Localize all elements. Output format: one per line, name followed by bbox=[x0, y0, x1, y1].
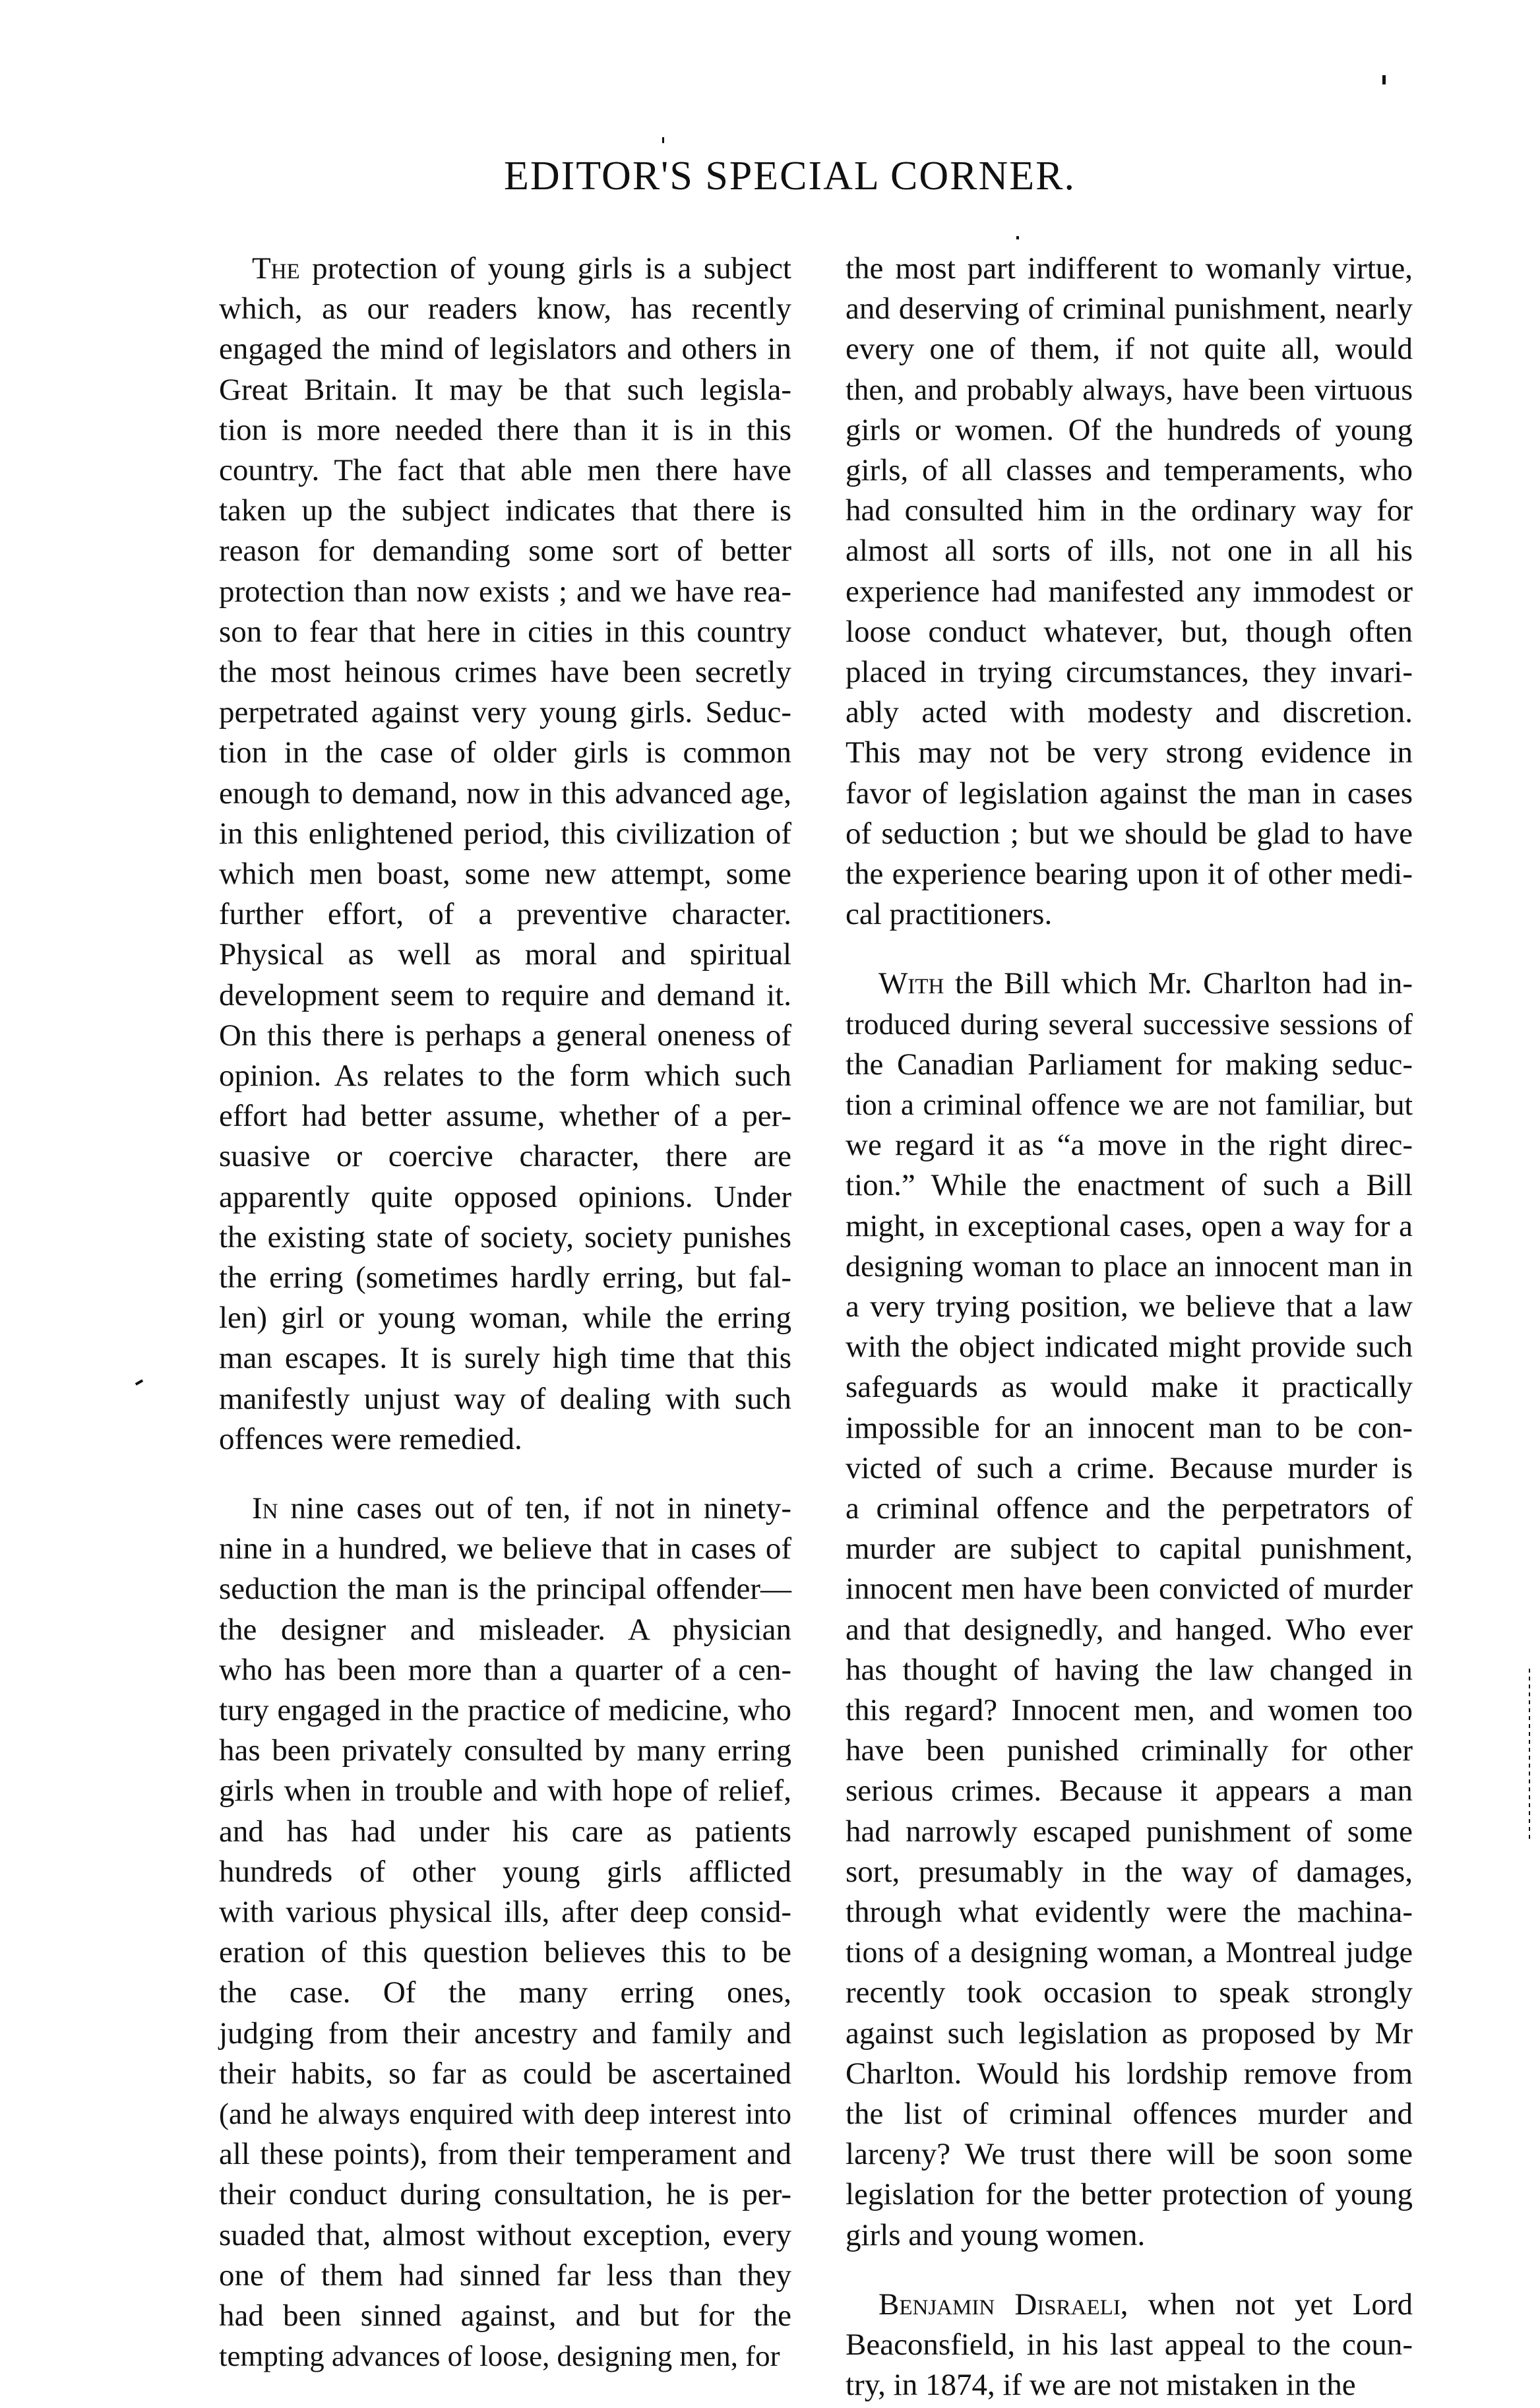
text-line bbox=[846, 1607, 1413, 1653]
line-text: larceny? We trust there will be soon some bbox=[846, 2137, 1413, 2172]
line-text: one of them had sinned far less than they bbox=[219, 2258, 791, 2293]
line-text: the experience bearing upon it of other medi- bbox=[846, 857, 1413, 891]
line-text: len) girl or young woman, while the erring bbox=[219, 1301, 791, 1336]
text-line bbox=[846, 1001, 1413, 1047]
text-line bbox=[846, 367, 1413, 413]
text-line bbox=[846, 2281, 1413, 2328]
text-line bbox=[219, 2333, 791, 2379]
text-line bbox=[846, 770, 1413, 817]
paragraph-lead: In bbox=[252, 1491, 278, 1526]
line-text: engaged the mind of legislators and others in bbox=[219, 332, 791, 367]
line-text: enough to demand, now in this advanced age, bbox=[219, 776, 791, 811]
text-line bbox=[846, 1364, 1413, 1410]
line-text: and that designedly, and hanged. Who ever bbox=[846, 1612, 1413, 1647]
line-text: Great Britain. It may be that such legisla- bbox=[219, 372, 791, 407]
line-text: girls or women. Of the hundreds of young bbox=[846, 412, 1413, 447]
line-text: designing woman to place an innocent man in bbox=[846, 1249, 1413, 1283]
line-text: the case. Of the many erring ones, bbox=[219, 1975, 791, 2010]
text-line bbox=[846, 891, 1413, 937]
line-text: which men boast, some new attempt, some bbox=[219, 857, 791, 891]
line-text: had been sinned against, and but for the bbox=[219, 2299, 791, 2333]
text-line bbox=[219, 1647, 791, 1693]
text-line bbox=[219, 569, 791, 615]
text-line bbox=[219, 2212, 791, 2258]
line-text: opinion. As relates to the form which such bbox=[219, 1059, 791, 1093]
text-line bbox=[219, 2131, 791, 2177]
text-line bbox=[846, 1929, 1413, 1975]
line-text: placed in trying circumstances, they invari- bbox=[846, 655, 1413, 689]
line-text: reason for demanding some sort of better bbox=[219, 534, 791, 569]
text-line bbox=[219, 326, 791, 372]
line-text: seduction the man is the principal offender— bbox=[219, 1572, 791, 1607]
paragraph-lead: Benjamin Disraeli, bbox=[878, 2287, 1128, 2322]
line-text: the erring (sometimes hardly erring, but fal- bbox=[219, 1260, 791, 1295]
text-line bbox=[846, 2171, 1413, 2217]
line-text: have been punished criminally for other bbox=[846, 1733, 1413, 1768]
text-line bbox=[846, 811, 1413, 857]
text-line bbox=[219, 1889, 791, 1935]
line-text: protection of young girls is a subject bbox=[299, 251, 791, 286]
line-text: girls when in trouble and with hope of relief, bbox=[219, 1774, 791, 1808]
line-text: has been privately consulted by many erring bbox=[219, 1733, 791, 1768]
text-line bbox=[219, 1254, 791, 1301]
line-text: has thought of having the law changed in bbox=[846, 1652, 1413, 1687]
line-text: then, and probably always, have been virtuous bbox=[846, 373, 1413, 406]
text-line bbox=[846, 1445, 1413, 1491]
text-line bbox=[219, 286, 791, 332]
text-line bbox=[846, 2131, 1413, 2177]
line-text: the most heinous crimes have been secretly bbox=[219, 655, 791, 689]
line-text: tion is more needed there than it is in this bbox=[219, 412, 791, 447]
line-text: with the object indicated might provide such bbox=[846, 1330, 1413, 1365]
text-line bbox=[846, 2091, 1413, 2137]
line-text: further effort, of a preventive character. bbox=[219, 897, 791, 932]
text-line bbox=[846, 1969, 1413, 2016]
text-line bbox=[846, 1082, 1413, 1128]
line-text: perpetrated against very young girls. Seduc- bbox=[219, 695, 791, 730]
page-title: EDITOR'S SPECIAL CORNER. bbox=[504, 154, 1076, 199]
line-text: this regard? Innocent men, and women too bbox=[846, 1693, 1413, 1727]
text-line bbox=[219, 1174, 791, 1220]
line-text: a very trying position, we believe that a law bbox=[846, 1289, 1413, 1324]
text-line bbox=[846, 447, 1413, 493]
text-line bbox=[219, 1335, 791, 1381]
line-text: effort had better assume, whether of a per- bbox=[219, 1099, 791, 1134]
text-line bbox=[219, 1607, 791, 1653]
text-line bbox=[219, 487, 791, 534]
line-text: victed of such a crime. Because murder is bbox=[846, 1450, 1413, 1485]
line-text: development seem to require and demand it. bbox=[219, 977, 791, 1012]
text-line bbox=[219, 770, 791, 817]
text-line bbox=[219, 2252, 791, 2299]
line-text: against such legislation as proposed by Mr bbox=[846, 2016, 1413, 2051]
line-text: the list of criminal offences murder and bbox=[846, 2097, 1413, 2131]
line-text: girls and young women. bbox=[846, 2217, 1146, 2252]
text-line bbox=[219, 1727, 791, 1774]
text-line bbox=[219, 1133, 791, 1179]
line-text: through what evidently were the machina- bbox=[846, 1895, 1413, 1929]
text-line bbox=[219, 811, 791, 857]
text-line bbox=[219, 1416, 791, 1462]
text-line bbox=[846, 2362, 1413, 2408]
text-line bbox=[219, 2091, 791, 2137]
text-line bbox=[846, 569, 1413, 615]
text-line bbox=[846, 2010, 1413, 2056]
line-text: had narrowly escaped punishment of some bbox=[846, 1814, 1413, 1849]
line-text: favor of legislation against the man in cases bbox=[846, 776, 1413, 811]
text-line bbox=[219, 1687, 791, 1733]
line-text: suaded that, almost without exception, every bbox=[219, 2217, 791, 2252]
text-line bbox=[219, 1566, 791, 1612]
line-text: the Canadian Parliament for making seduc- bbox=[846, 1047, 1413, 1082]
line-text: which, as our readers know, has recently bbox=[219, 292, 791, 326]
line-text: who has been more than a quarter of a cen- bbox=[219, 1652, 791, 1687]
line-text: the Bill which Mr. Charlton had in- bbox=[944, 966, 1413, 1001]
line-text: eration of this question believes this to be bbox=[219, 1935, 791, 1970]
text-line bbox=[846, 286, 1413, 332]
line-text: tury engaged in the practice of medicine, who bbox=[219, 1693, 791, 1727]
print-speck bbox=[662, 137, 664, 143]
paragraph-lead: The bbox=[252, 251, 300, 286]
text-line bbox=[846, 1203, 1413, 1249]
line-text: suasive or coercive character, there are bbox=[219, 1139, 791, 1174]
line-text: tion in the case of older girls is common bbox=[219, 735, 791, 770]
text-line bbox=[219, 2010, 791, 2056]
line-text: Beaconsfield, in his last appeal to the coun- bbox=[846, 2328, 1413, 2362]
text-line bbox=[219, 931, 791, 977]
text-line bbox=[219, 447, 791, 493]
text-line bbox=[219, 1526, 791, 1572]
print-speck bbox=[135, 1379, 143, 1385]
text-line bbox=[846, 960, 1413, 1006]
line-text: nine cases out of ten, if not in ninety- bbox=[278, 1491, 791, 1526]
text-line bbox=[846, 1485, 1413, 1531]
line-text: (and he always enquired with deep interest into bbox=[219, 2097, 791, 2130]
text-line bbox=[219, 2293, 791, 2339]
text-line bbox=[846, 1566, 1413, 1612]
text-line bbox=[846, 1405, 1413, 1451]
line-text: sort, presumably in the way of damages, bbox=[846, 1854, 1413, 1889]
text-line bbox=[846, 1526, 1413, 1572]
text-line bbox=[219, 407, 791, 453]
text-line bbox=[219, 1849, 791, 1895]
print-speck bbox=[1382, 75, 1386, 84]
paragraph-lead: With bbox=[878, 966, 944, 1001]
text-line bbox=[219, 729, 791, 776]
line-text: Charlton. Would his lordship remove from bbox=[846, 2056, 1413, 2091]
text-line bbox=[846, 729, 1413, 776]
line-text: the existing state of society, society punishes bbox=[219, 1219, 791, 1254]
text-line bbox=[846, 1687, 1413, 1733]
line-text: recently took occasion to speak strongly bbox=[846, 1975, 1413, 2010]
line-text: tions of a designing woman, a Montreal judge bbox=[846, 1935, 1413, 1969]
text-line bbox=[846, 689, 1413, 735]
line-text: country. The fact that able men there have bbox=[219, 453, 791, 487]
line-text: cal practitioners. bbox=[846, 897, 1053, 932]
line-text: son to fear that here in cities in this country bbox=[219, 614, 791, 649]
text-line bbox=[846, 1849, 1413, 1895]
line-text: safeguards as would make it practically bbox=[846, 1370, 1413, 1405]
line-text: and has had under his care as patients bbox=[219, 1814, 791, 1849]
line-text: apparently quite opposed opinions. Under bbox=[219, 1179, 791, 1214]
line-text: every one of them, if not quite all, would bbox=[846, 332, 1413, 367]
text-line bbox=[219, 245, 791, 292]
text-line bbox=[846, 487, 1413, 534]
line-text: manifestly unjust way of dealing with such bbox=[219, 1381, 791, 1416]
text-line bbox=[219, 1053, 791, 1099]
text-line bbox=[219, 689, 791, 735]
line-text: might, in exceptional cases, open a way for a bbox=[846, 1208, 1413, 1243]
text-line bbox=[846, 407, 1413, 453]
line-text: On this there is perhaps a general oneness of bbox=[219, 1018, 791, 1053]
line-text: of seduction ; but we should be glad to have bbox=[846, 816, 1413, 851]
text-line bbox=[219, 1768, 791, 1814]
text-line bbox=[846, 1122, 1413, 1168]
text-line bbox=[219, 1969, 791, 2016]
text-line bbox=[219, 1929, 791, 1975]
line-text: This may not be very strong evidence in bbox=[846, 735, 1413, 770]
text-line bbox=[219, 2171, 791, 2217]
text-line bbox=[846, 1162, 1413, 1208]
line-text: man escapes. It is surely high time that this bbox=[219, 1341, 791, 1376]
line-text: tion a criminal offence we are not familiar, but bbox=[846, 1088, 1413, 1121]
text-line bbox=[846, 1808, 1413, 1855]
text-line bbox=[219, 1214, 791, 1260]
text-line bbox=[219, 1295, 791, 1341]
line-text: the most part indifferent to womanly virtue, bbox=[846, 251, 1413, 286]
text-line bbox=[846, 1889, 1413, 1935]
text-line bbox=[846, 1283, 1413, 1330]
text-line bbox=[219, 2051, 791, 2097]
line-text: legislation for the better protection of young bbox=[846, 2177, 1413, 2212]
text-line bbox=[846, 649, 1413, 695]
line-text: judging from their ancestry and family and bbox=[219, 2016, 791, 2051]
line-text: taken up the subject indicates that there is bbox=[219, 493, 791, 528]
line-text: hundreds of other young girls afflicted bbox=[219, 1854, 791, 1889]
line-text: we regard it as “a move in the right direc- bbox=[846, 1128, 1413, 1163]
line-text: impossible for an innocent man to be con- bbox=[846, 1410, 1413, 1445]
text-line bbox=[846, 245, 1413, 292]
text-line bbox=[219, 891, 791, 937]
line-text: when not yet Lord bbox=[1128, 2287, 1413, 2322]
text-line bbox=[846, 2212, 1413, 2258]
line-text: loose conduct whatever, but, though often bbox=[846, 614, 1413, 649]
text-line bbox=[219, 1808, 791, 1855]
line-text: murder are subject to capital punishment, bbox=[846, 1531, 1413, 1566]
text-line bbox=[219, 367, 791, 413]
line-text: experience had manifested any immodest or bbox=[846, 574, 1413, 609]
line-text: their conduct during consultation, he is per- bbox=[219, 2177, 791, 2212]
line-text: innocent men have been convicted of murder bbox=[846, 1572, 1413, 1607]
line-text: their habits, so far as could be ascertained bbox=[219, 2056, 791, 2091]
text-line bbox=[846, 1243, 1413, 1289]
line-text: nine in a hundred, we believe that in cases of bbox=[219, 1531, 791, 1566]
line-text: ably acted with modesty and discretion. bbox=[846, 695, 1413, 730]
line-text: serious crimes. Because it appears a man bbox=[846, 1774, 1413, 1808]
line-text: troduced during several successive sessions of bbox=[846, 1006, 1413, 1041]
text-line bbox=[219, 1376, 791, 1422]
text-line bbox=[846, 1647, 1413, 1693]
line-text: protection than now exists ; and we have rea- bbox=[219, 574, 791, 609]
line-text: offences were remedied. bbox=[219, 1421, 522, 1456]
text-line bbox=[219, 1012, 791, 1059]
line-text: tempting advances of loose, designing men, for bbox=[219, 2339, 780, 2373]
line-text: all these points), from their temperament and bbox=[219, 2137, 791, 2172]
line-text: girls, of all classes and temperaments, who bbox=[846, 453, 1413, 487]
line-text: and deserving of criminal punishment, nearly bbox=[846, 292, 1413, 326]
text-line bbox=[846, 609, 1413, 655]
text-line bbox=[846, 1768, 1413, 1814]
line-text: in this enlightened period, this civilization of bbox=[219, 816, 791, 851]
line-text: almost all sorts of ills, not one in all his bbox=[846, 534, 1413, 569]
line-text: tion.” While the enactment of such a Bill bbox=[846, 1168, 1413, 1203]
margin-rule-mark bbox=[1529, 1669, 1530, 1840]
line-text: the designer and misleader. A physician bbox=[219, 1612, 791, 1647]
print-speck bbox=[1016, 236, 1019, 239]
text-line bbox=[219, 851, 791, 897]
text-line bbox=[846, 528, 1413, 574]
line-text: a criminal offence and the perpetrators of bbox=[846, 1491, 1413, 1526]
text-line bbox=[846, 1324, 1413, 1370]
line-text: had consulted him in the ordinary way for bbox=[846, 493, 1413, 528]
text-line bbox=[846, 1727, 1413, 1774]
text-line bbox=[846, 2322, 1413, 2368]
text-line bbox=[219, 1093, 791, 1139]
text-line bbox=[846, 851, 1413, 897]
text-line bbox=[219, 972, 791, 1018]
text-line bbox=[846, 326, 1413, 372]
text-line bbox=[219, 1485, 791, 1531]
text-line bbox=[219, 609, 791, 655]
line-text: Physical as well as moral and spiritual bbox=[219, 937, 791, 972]
text-line bbox=[219, 528, 791, 574]
line-text: with various physical ills, after deep consid- bbox=[219, 1895, 791, 1929]
text-line bbox=[846, 1041, 1413, 1088]
line-text: try, in 1874, if we are not mistaken in the bbox=[846, 2368, 1356, 2403]
text-line bbox=[846, 2051, 1413, 2097]
text-line bbox=[219, 649, 791, 695]
